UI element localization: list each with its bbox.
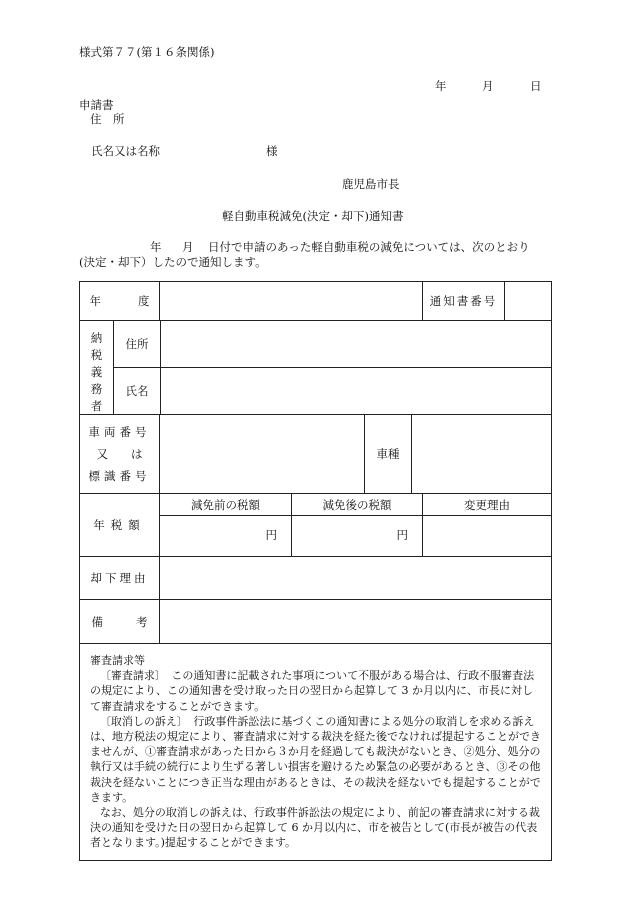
shinseisho-label: 申請書 bbox=[79, 98, 114, 112]
address-label: 住 所 bbox=[90, 112, 125, 126]
form-number: 様式第７７(第１６条関係) bbox=[79, 45, 215, 59]
taxpayer-name-row bbox=[114, 368, 551, 414]
notes-review-request: 〔審査請求〕 この通知書に記載された事項について不服がある場合は、行政不服審査法の規定により、この通知書を受け取った日の翌日から起算して 3 か月以内に、市長に対して審査請求をすることができます。 bbox=[90, 669, 535, 713]
yen-unit: 円 bbox=[396, 528, 408, 542]
annual-tax-header-row bbox=[160, 494, 551, 516]
intro-line-2: (決定・却下）したので通知します。 bbox=[79, 255, 267, 269]
row-remarks bbox=[80, 600, 551, 644]
row-fiscal-year bbox=[80, 282, 551, 321]
after-reduction-label: 減免後の税額 bbox=[291, 494, 422, 515]
row-rejection-reason bbox=[80, 557, 551, 600]
taxpayer-label: 納 税 義 務 者 bbox=[90, 331, 103, 413]
date-year-label: 年 bbox=[435, 79, 447, 93]
taxpayer-name-label: 氏名 bbox=[125, 384, 149, 398]
date-day-label: 日 bbox=[530, 79, 542, 93]
rejection-reason-label: 却下理由 bbox=[90, 571, 149, 585]
annual-tax-label: 年税額 bbox=[93, 518, 146, 532]
taxpayer-details bbox=[113, 321, 551, 414]
rejection-reason-value bbox=[159, 557, 551, 599]
annual-tax-value-row bbox=[160, 516, 551, 556]
row-vehicle bbox=[80, 415, 551, 494]
row-taxpayer bbox=[80, 321, 551, 415]
change-reason-label: 変更理由 bbox=[422, 494, 551, 515]
vehicle-type-value bbox=[411, 415, 551, 493]
intro-month-label: 月 bbox=[182, 240, 194, 254]
notice-number-label: 通知書番号 bbox=[422, 282, 504, 320]
row-appeal-notes bbox=[80, 644, 551, 860]
vehicle-type-label: 車種 bbox=[364, 415, 411, 493]
intro-year-label: 年 bbox=[150, 240, 162, 254]
notes-suit-deadline: なお、処分の取消しの訴えは、行政事件訴訟法の規定により、前記の審査請求に対する裁決の通知を受けた日の翌日から起算して 6 か月以内に、市を被告として(市長が被告の代表者となります。)提起することができます。 bbox=[90, 806, 540, 850]
taxpayer-address-value bbox=[160, 321, 551, 367]
name-label: 氏名又は名称 bbox=[91, 144, 160, 158]
remarks-label: 備 考 bbox=[91, 614, 148, 629]
issuer: 鹿児島市長 bbox=[342, 177, 400, 191]
document-title: 軽自動車税減免(決定・却下)通知書 bbox=[222, 209, 404, 223]
intro-line-1: 日付で申請のあった軽自動車税の減免については、次のとおり bbox=[208, 240, 530, 254]
honorific: 様 bbox=[266, 144, 278, 158]
taxpayer-name-value bbox=[160, 368, 551, 414]
annual-tax-grid bbox=[159, 494, 551, 556]
fiscal-year-value bbox=[159, 282, 422, 320]
yen-unit: 円 bbox=[265, 528, 277, 542]
before-reduction-value bbox=[160, 516, 291, 556]
after-reduction-value bbox=[291, 516, 422, 556]
taxpayer-address-row bbox=[114, 321, 551, 368]
vehicle-number-value bbox=[159, 415, 364, 493]
remarks-value bbox=[159, 600, 551, 643]
notice-table bbox=[79, 281, 552, 861]
before-reduction-label: 減免前の税額 bbox=[191, 497, 260, 512]
taxpayer-address-label: 住所 bbox=[125, 337, 149, 351]
notice-number-value bbox=[504, 282, 551, 320]
vehicle-number-label: 車両番号 又 は 標識番号 bbox=[88, 425, 151, 483]
fiscal-year-label: 年 度 bbox=[89, 294, 150, 308]
change-reason-value bbox=[422, 516, 551, 556]
date-month-label: 月 bbox=[482, 79, 494, 93]
appeal-notes bbox=[80, 644, 551, 851]
row-annual-tax bbox=[80, 494, 551, 557]
notes-revocation-suit: 〔取消しの訴え〕 行政事件訴訟法に基づくこの通知書による処分の取消しを求める訴えは、地方税法の規定により、審査請求に対する裁決を経た後でなければ提起することができませんが、①審査請求があった日から３か月を経過しても裁決がないとき、②処分、処分の執行又は手続の続行により生ずる著しい損害を避けるため緊急の必要があるとき、③その他裁決を経ないことにつき正当な理由があるときは、その裁決を経ないでも提起することができます。 bbox=[90, 714, 541, 804]
notes-heading: 審査請求等 bbox=[90, 654, 145, 667]
